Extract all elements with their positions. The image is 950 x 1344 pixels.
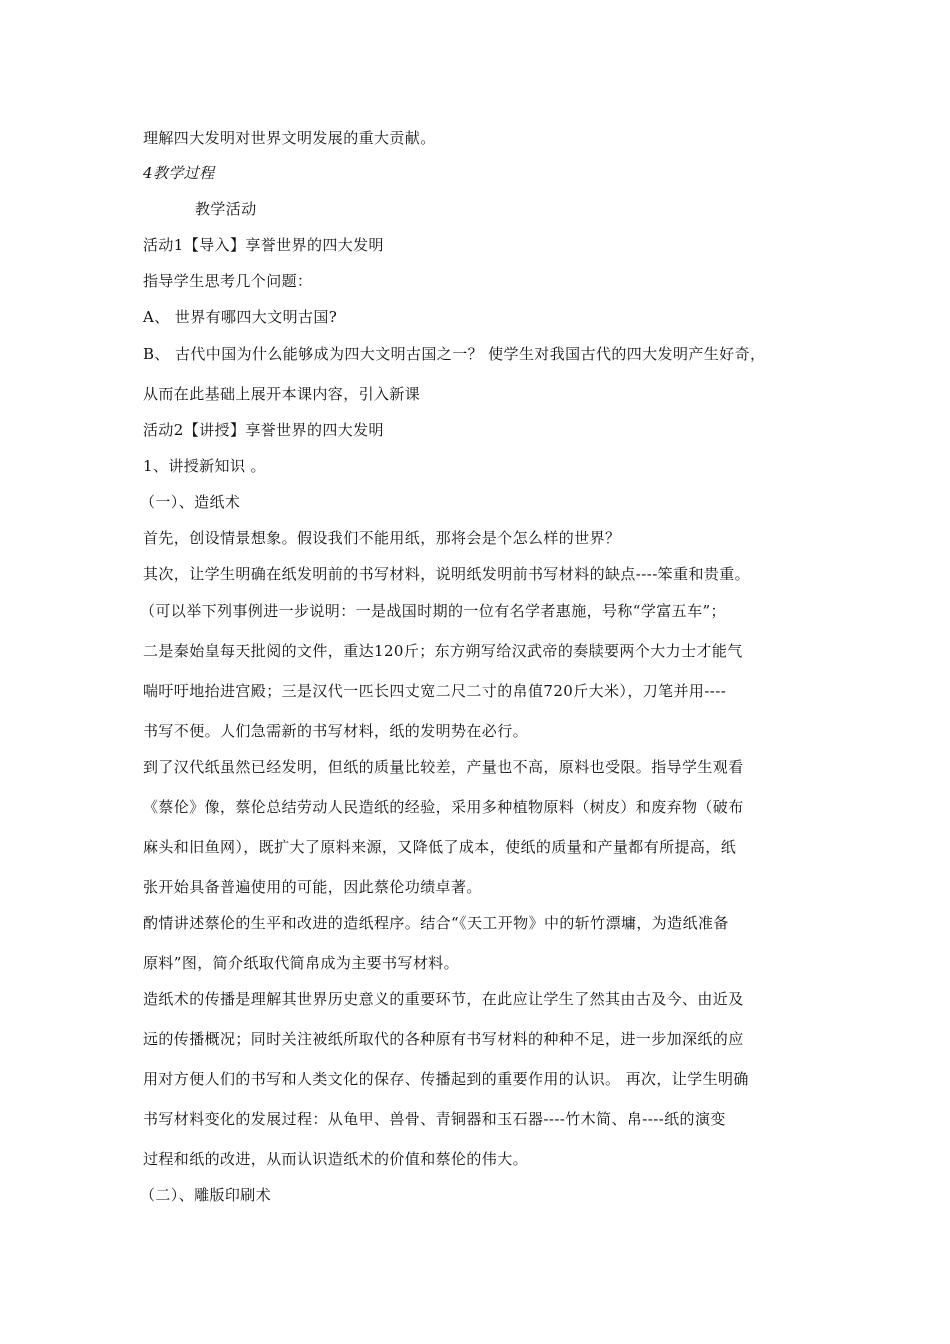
text-line: 麻头和旧鱼网），既扩大了原料来源，又降低了成本，使纸的质量和产量都有所提高，纸 <box>143 838 737 856</box>
text-line: 书写材料变化的发展过程：从龟甲、兽骨、青铜器和玉石器----竹木简、帛----纸的演变 <box>143 1110 726 1128</box>
text-line: 酌情讲述蔡伦的生平和改进的造纸程序。结合“《天工开物》中的斩竹漂墉，为造纸准备 <box>143 914 729 932</box>
activity-heading: 活动2【讲授】享誉世界的四大发明 <box>143 421 384 439</box>
text-line: 造纸术的传播是理解其世界历史意义的重要环节，在此应让学生了然其由古及今、由近及 <box>143 990 744 1008</box>
text-line: （可以举下列事例进一步说明：一是战国时期的一位有名学者惠施，号称“学富五车”； <box>140 602 726 620</box>
text-line: 首先，创设情景想象。假设我们不能用纸，那将会是个怎么样的世界？ <box>143 529 621 547</box>
section-heading: 4教学过程 <box>143 164 215 182</box>
list-item: A、 世界有哪四大文明古国? <box>143 308 338 326</box>
text-line: 指导学生思考几个问题： <box>143 272 313 290</box>
list-item: B、 古代中国为什么能够成为四大文明古国之一？ 使学生对我国古代的四大发明产生好奇， <box>143 345 766 363</box>
text-line: 到了汉代纸虽然已经发明，但纸的质量比较差，产量也不高，原料也受限。指导学生观看 <box>143 758 744 776</box>
text-line: 原料”图，简介纸取代简帛成为主要书写材料。 <box>143 954 460 972</box>
text-line: 过程和纸的改进，从而认识造纸术的价值和蔡伦的伟大。 <box>143 1150 529 1168</box>
text-line: 喘吁吁地抬进宫殿；三是汉代一匹长四丈宽二尺二寸的帛值720斤大米），刀笔并用---- <box>143 682 727 700</box>
text-line: 书写不便。人们急需新的书写材料，纸的发明势在必行。 <box>143 722 529 740</box>
text-line: 用对方便人们的书写和人类文化的保存、传播起到的重要作用的认识。 再次，让学生明确 <box>143 1070 749 1088</box>
subsection-heading: （二）、雕版印刷术 <box>140 1186 272 1204</box>
text-line: 二是秦始皇每天批阅的文件，重达120斤；东方朔写给汉武帝的奏牍要两个大力士才能气 <box>143 642 743 660</box>
activity-heading: 活动1【导入】享誉世界的四大发明 <box>143 236 384 254</box>
sub-heading: 教学活动 <box>195 200 257 218</box>
text-line: 其次，让学生明确在纸发明前的书写材料，说明纸发明前书写材料的缺点----笨重和贵重。 <box>143 565 751 583</box>
subsection-heading: （一）、造纸术 <box>140 493 241 511</box>
text-line: 《蔡伦》像，蔡伦总结劳动人民造纸的经验，采用多种植物原料（树皮）和废弃物（破布 <box>143 798 744 816</box>
text-line: 1、讲授新知识 。 <box>143 457 266 475</box>
text-line: 理解四大发明对世界文明发展的重大贡献。 <box>143 129 436 147</box>
text-line: 张开始具备普遍使用的可能，因此蔡伦功绩卓著。 <box>143 878 482 896</box>
text-line: 远的传播概况；同时关注被纸所取代的各种原有书写材料的种种不足，进一步加深纸的应 <box>143 1030 744 1048</box>
text-line: 从而在此基础上展开本课内容，引入新课 <box>143 385 421 403</box>
